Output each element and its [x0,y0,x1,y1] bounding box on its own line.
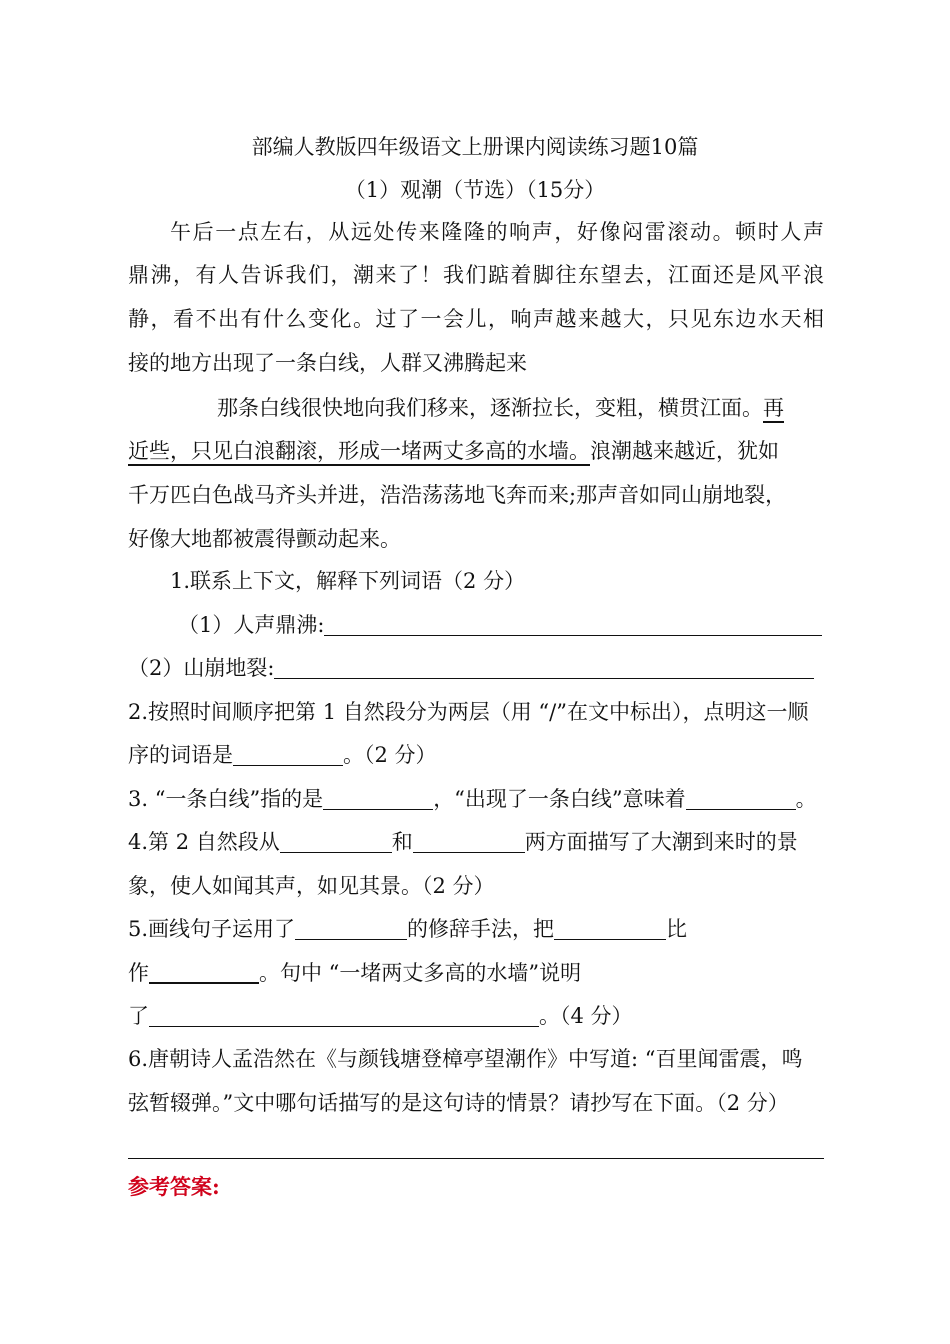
question-6: 6.唐朝诗人孟浩然在《与颜钱塘登樟亭望潮作》中写道: “百里闻雷震，鸣 [128,1047,803,1071]
answer-writing-line[interactable] [128,1158,824,1159]
question-text: 两方面描写了大潮到来时的景 [524,830,798,854]
question-text: 。（4 分） [539,1004,633,1028]
question-text: 5.画线句子运用了 [128,917,296,941]
answer-blank[interactable] [323,787,433,810]
passage-line: 静，看不出有什么变化。过了一会儿，响声越来越大，只见东边水天相 [128,307,824,331]
question-text: （1）人声鼎沸: [178,613,325,637]
passage-line: 午后一点左右，从远处传来隆隆的响声，好像闷雷滚动。顿时人声 [170,220,824,244]
question-text: 作 [128,961,149,985]
answer-blank[interactable] [149,960,259,984]
passage-line: 鼎沸，有人告诉我们，潮来了！我们踮着脚往东望去，江面还是风平浪 [128,263,824,287]
question-6-line2: 弦暂辍弹。”文中哪句话描写的是这句诗的情景？请抄写在下面。（2 分） [128,1091,789,1115]
reference-answers-label: 参考答案: [128,1174,220,1199]
answer-blank[interactable] [413,830,525,853]
underlined-sentence: 再 [763,396,784,423]
question-1-2 [128,653,814,683]
question-text: 序的词语是 [128,743,233,767]
passage-text: 那条白线很快地向我们移来，逐渐拉长，变粗，横贯江面。 [217,396,763,420]
question-1-1 [178,610,822,640]
question-text: （2）山崩地裂: [128,656,275,680]
question-5-line3 [128,1001,633,1031]
passage-line: 好像大地都被震得颤动起来。 [128,527,401,551]
underlined-sentence: 近些，只见白浪翻滚，形成一堵两丈多高的水墙。 [128,439,590,466]
question-text: 了 [128,1004,149,1028]
answer-blank[interactable] [149,1004,539,1027]
question-text: ，“出现了一条白线”意味着 [433,787,686,811]
answer-blank[interactable] [233,743,343,766]
question-4 [128,827,798,857]
passage-line: 千万匹白色战马齐头并进，浩浩荡荡地飞奔而来;那声音如同山崩地裂， [128,483,787,507]
question-1: 1.联系上下文，解释下列词语（2 分） [170,569,526,593]
question-4-line2: 象，使人如闻其声，如见其景。（2 分） [128,874,495,898]
question-text: 。句中 “一堵两丈多高的水墙”说明 [259,961,582,985]
question-text: 的修辞手法，把 [407,917,555,941]
question-5 [128,914,687,944]
question-text: 。（2 分） [343,743,437,767]
answer-blank[interactable] [274,656,814,679]
answer-blank[interactable] [280,830,392,853]
question-2: 2.按照时间顺序把第 1 自然段分为两层（用 “/”在文中标出），点明这一顺 [128,700,809,724]
answer-blank[interactable] [324,613,822,636]
answer-blank[interactable] [295,917,407,940]
question-text: 3. “一条白线”指的是 [128,787,324,811]
section-subtitle: （1）观潮（节选）（15分） [344,178,606,202]
question-text: 比 [666,917,688,941]
passage-line [128,436,779,466]
question-2-line2 [128,740,437,770]
answer-blank[interactable] [686,787,796,810]
question-3 [128,784,817,814]
page-title: 部编人教版四年级语文上册课内阅读练习题10篇 [251,135,699,159]
question-text: 和 [391,830,413,854]
answer-blank[interactable] [554,917,666,940]
passage-line: 接的地方出现了一条白线，人群又沸腾起来 [128,351,527,375]
question-5-line2 [128,958,581,988]
passage-line [217,393,784,423]
passage-text: 浪潮越来越近，犹如 [590,439,779,463]
question-text: 。 [795,787,817,811]
question-text: 4.第 2 自然段从 [128,830,280,854]
